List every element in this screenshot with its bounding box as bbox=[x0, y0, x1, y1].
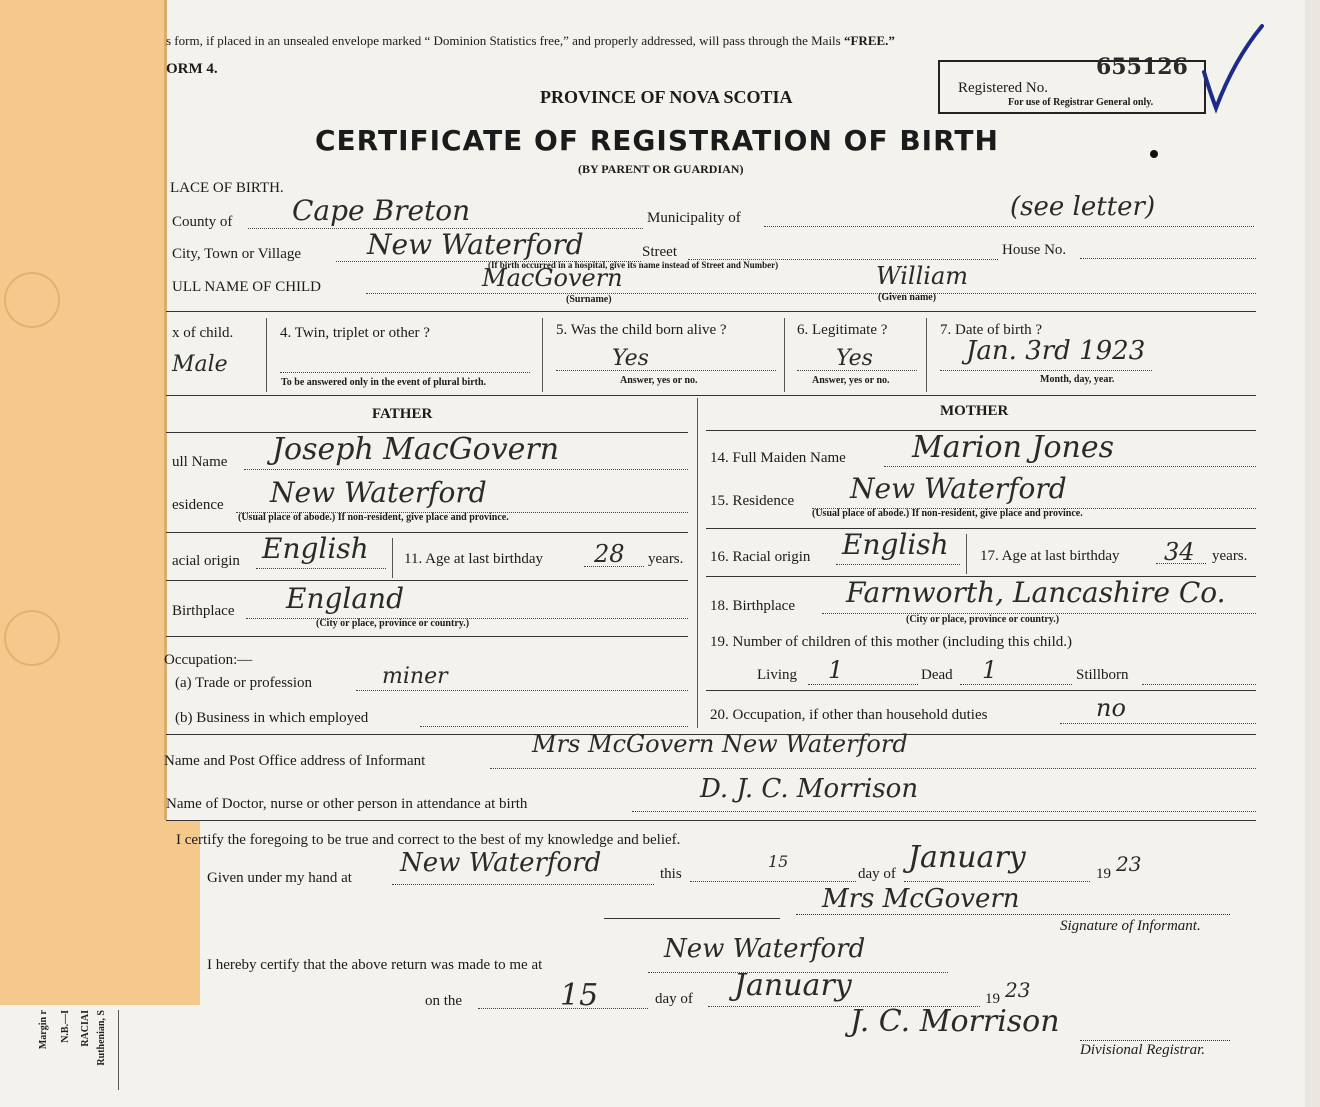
registered-note: For use of Registrar General only. bbox=[1008, 97, 1154, 108]
stillborn-label: Stillborn bbox=[1076, 667, 1129, 683]
punch-hole-top bbox=[4, 272, 60, 328]
legitimate-value: Yes bbox=[836, 346, 873, 371]
province-heading: PROVINCE OF NOVA SCOTIA bbox=[540, 87, 793, 107]
child-row-top-rule bbox=[166, 311, 1256, 312]
folded-flap bbox=[0, 0, 166, 1005]
city-value: New Waterford bbox=[367, 228, 584, 261]
punch-hole-bottom bbox=[4, 610, 60, 666]
street-label: Street bbox=[642, 244, 677, 260]
street-note: (If birth occurred in a hospital, give its name instead of Street and Number) bbox=[488, 260, 779, 270]
sex-label: x of child. bbox=[172, 325, 234, 341]
municipality-line bbox=[764, 226, 1254, 227]
given-name-caption: (Given name) bbox=[878, 292, 937, 303]
alive-value: Yes bbox=[612, 346, 649, 371]
father-occupation-label: Occupation:— bbox=[164, 652, 253, 668]
mother-residence-note: (Usual place of abode.) If non-resident, give place and province. bbox=[812, 508, 1083, 519]
child-row-bottom-rule bbox=[166, 395, 1256, 396]
checkmark-icon bbox=[1200, 20, 1270, 115]
father-age-label: 11. Age at last birthday bbox=[404, 551, 543, 567]
paper-edge bbox=[1305, 0, 1320, 1107]
registrar-year: 23 bbox=[1005, 978, 1031, 1002]
house-line bbox=[1080, 258, 1256, 259]
registered-label: Registered No. bbox=[958, 80, 1048, 96]
on-the-label: on the bbox=[425, 993, 463, 1009]
dob-value: Jan. 3rd 1923 bbox=[966, 336, 1146, 366]
sex-value: Male bbox=[172, 352, 228, 377]
twin-label: 4. Twin, triplet or other ? bbox=[280, 325, 430, 341]
father-name-value: Joseph MacGovern bbox=[272, 432, 560, 467]
surname-value: MacGovern bbox=[482, 264, 623, 292]
doctor-value: D. J. C. Morrison bbox=[700, 774, 919, 804]
father-residence-note: (Usual place of abode.) If non-resident, give place and province. bbox=[238, 512, 509, 523]
mother-heading: MOTHER bbox=[940, 403, 1009, 419]
dead-label: Dead bbox=[921, 667, 953, 683]
child-name-label: ULL NAME OF CHILD bbox=[172, 279, 322, 295]
father-years-label: years. bbox=[648, 551, 684, 567]
form-number: ORM 4. bbox=[166, 61, 218, 77]
this-label: this bbox=[660, 866, 682, 882]
doctor-label: Name of Doctor, nurse or other person in attendance at birth bbox=[166, 796, 528, 812]
year-prefix: 19 bbox=[1096, 866, 1111, 882]
informant-value: Mrs McGovern New Waterford bbox=[532, 730, 908, 758]
margin-text-1: Margin r bbox=[38, 1010, 49, 1050]
mother-residence-value: New Waterford bbox=[850, 472, 1067, 505]
municipality-value: (see letter) bbox=[1010, 192, 1156, 222]
father-residence-value: New Waterford bbox=[270, 476, 487, 509]
mother-occupation-label: 20. Occupation, if other than household duties bbox=[710, 707, 988, 723]
mother-racial-label: 16. Racial origin bbox=[710, 549, 811, 565]
county-value: Cape Breton bbox=[292, 194, 471, 227]
dob-label: 7. Date of birth ? bbox=[940, 322, 1043, 338]
certificate-title: CERTIFICATE OF REGISTRATION OF BIRTH bbox=[315, 124, 999, 157]
mother-occupation-value: no bbox=[1096, 694, 1126, 722]
dob-note: Month, day, year. bbox=[1040, 374, 1115, 385]
county-label: County of bbox=[172, 214, 233, 230]
mail-note: s form, if placed in an unsealed envelope marked “ Dominion Statistics free,” and properly addressed, will pass through the Mails “FREE.” bbox=[166, 33, 895, 48]
year-value: 23 bbox=[1116, 852, 1142, 876]
alive-note: Answer, yes or no. bbox=[620, 375, 698, 386]
father-racial-value: English bbox=[262, 532, 369, 565]
certificate-subtitle: (BY PARENT OR GUARDIAN) bbox=[578, 162, 744, 176]
given-name-value: William bbox=[876, 262, 969, 290]
mother-children-label: 19. Number of children of this mother (including this child.) bbox=[710, 634, 1073, 650]
month-value: January bbox=[908, 840, 1026, 875]
margin-text-3: RACIAI bbox=[80, 1010, 91, 1047]
registrar-day-value: 15 bbox=[560, 978, 599, 1013]
given-under-label: Given under my hand at bbox=[207, 870, 352, 886]
father-residence-label: esidence bbox=[172, 497, 224, 513]
living-value: 1 bbox=[828, 656, 844, 684]
ink-dot bbox=[1150, 150, 1158, 158]
column-divider bbox=[697, 398, 698, 728]
flap-edge bbox=[164, 0, 167, 820]
child-name-line bbox=[366, 293, 1256, 294]
mother-years-label: years. bbox=[1212, 548, 1248, 564]
father-racial-label: acial origin bbox=[172, 553, 240, 569]
father-trade-value: miner bbox=[382, 664, 448, 689]
registrar-year-prefix: 19 bbox=[985, 991, 1000, 1007]
registrar-month: January bbox=[734, 968, 852, 1003]
mother-birthplace-note: (City or place, province or country.) bbox=[906, 614, 1060, 625]
father-age-value: 28 bbox=[594, 540, 625, 568]
dead-value: 1 bbox=[982, 656, 998, 684]
registrar-caption: Divisional Registrar. bbox=[1080, 1042, 1206, 1058]
mother-racial-value: English bbox=[842, 528, 949, 561]
father-birthplace-label: Birthplace bbox=[172, 603, 235, 619]
father-heading: FATHER bbox=[372, 406, 433, 422]
father-business-label: (b) Business in which employed bbox=[175, 710, 369, 726]
registrar-day-of-label: day of bbox=[655, 991, 693, 1007]
father-trade-label: (a) Trade or profession bbox=[175, 675, 313, 691]
twin-note: To be answered only in the event of plural birth. bbox=[281, 377, 487, 388]
certify-statement: I certify the foregoing to be true and correct to the best of my knowledge and belief. bbox=[176, 832, 681, 848]
informant-label: Name and Post Office address of Informant bbox=[164, 753, 426, 769]
father-name-label: ull Name bbox=[172, 454, 228, 470]
legitimate-label: 6. Legitimate ? bbox=[797, 322, 888, 338]
informant-signature: Mrs McGovern bbox=[822, 884, 1020, 914]
signature-caption: Signature of Informant. bbox=[1060, 918, 1201, 934]
margin-text-4: Ruthenian, S bbox=[96, 1010, 107, 1066]
alive-label: 5. Was the child born alive ? bbox=[556, 322, 727, 338]
house-label: House No. bbox=[1002, 242, 1067, 258]
city-label: City, Town or Village bbox=[172, 246, 302, 262]
this-day-value: 15 bbox=[768, 852, 789, 871]
registered-number-value: 655126 bbox=[1096, 54, 1188, 80]
mother-birthplace-label: 18. Birthplace bbox=[710, 598, 795, 614]
father-birthplace-note: (City or place, province or country.) bbox=[316, 618, 470, 629]
father-birthplace-value: England bbox=[286, 582, 405, 615]
mother-residence-label: 15. Residence bbox=[710, 493, 795, 509]
registered-number-box bbox=[938, 54, 1206, 114]
registrar-statement: I hereby certify that the above return was made to me at bbox=[207, 957, 543, 973]
mother-age-label: 17. Age at last birthday bbox=[980, 548, 1120, 564]
stray-rule bbox=[604, 918, 780, 919]
living-label: Living bbox=[757, 667, 797, 683]
mother-name-label: 14. Full Maiden Name bbox=[710, 450, 846, 466]
day-of-label: day of bbox=[858, 866, 896, 882]
municipality-label: Municipality of bbox=[647, 210, 741, 226]
surname-caption: (Surname) bbox=[566, 294, 612, 305]
legitimate-note: Answer, yes or no. bbox=[812, 375, 890, 386]
registrar-signature: J. C. Morrison bbox=[850, 1004, 1060, 1039]
place-of-birth-heading: LACE OF BIRTH. bbox=[170, 180, 284, 196]
registrar-place: New Waterford bbox=[664, 934, 866, 964]
mother-age-value: 34 bbox=[1164, 538, 1195, 566]
mother-name-value: Marion Jones bbox=[912, 430, 1115, 465]
given-place-value: New Waterford bbox=[400, 848, 602, 878]
mother-birthplace-value: Farnworth, Lancashire Co. bbox=[846, 576, 1226, 609]
margin-text-2: N.B.—I bbox=[60, 1010, 71, 1043]
